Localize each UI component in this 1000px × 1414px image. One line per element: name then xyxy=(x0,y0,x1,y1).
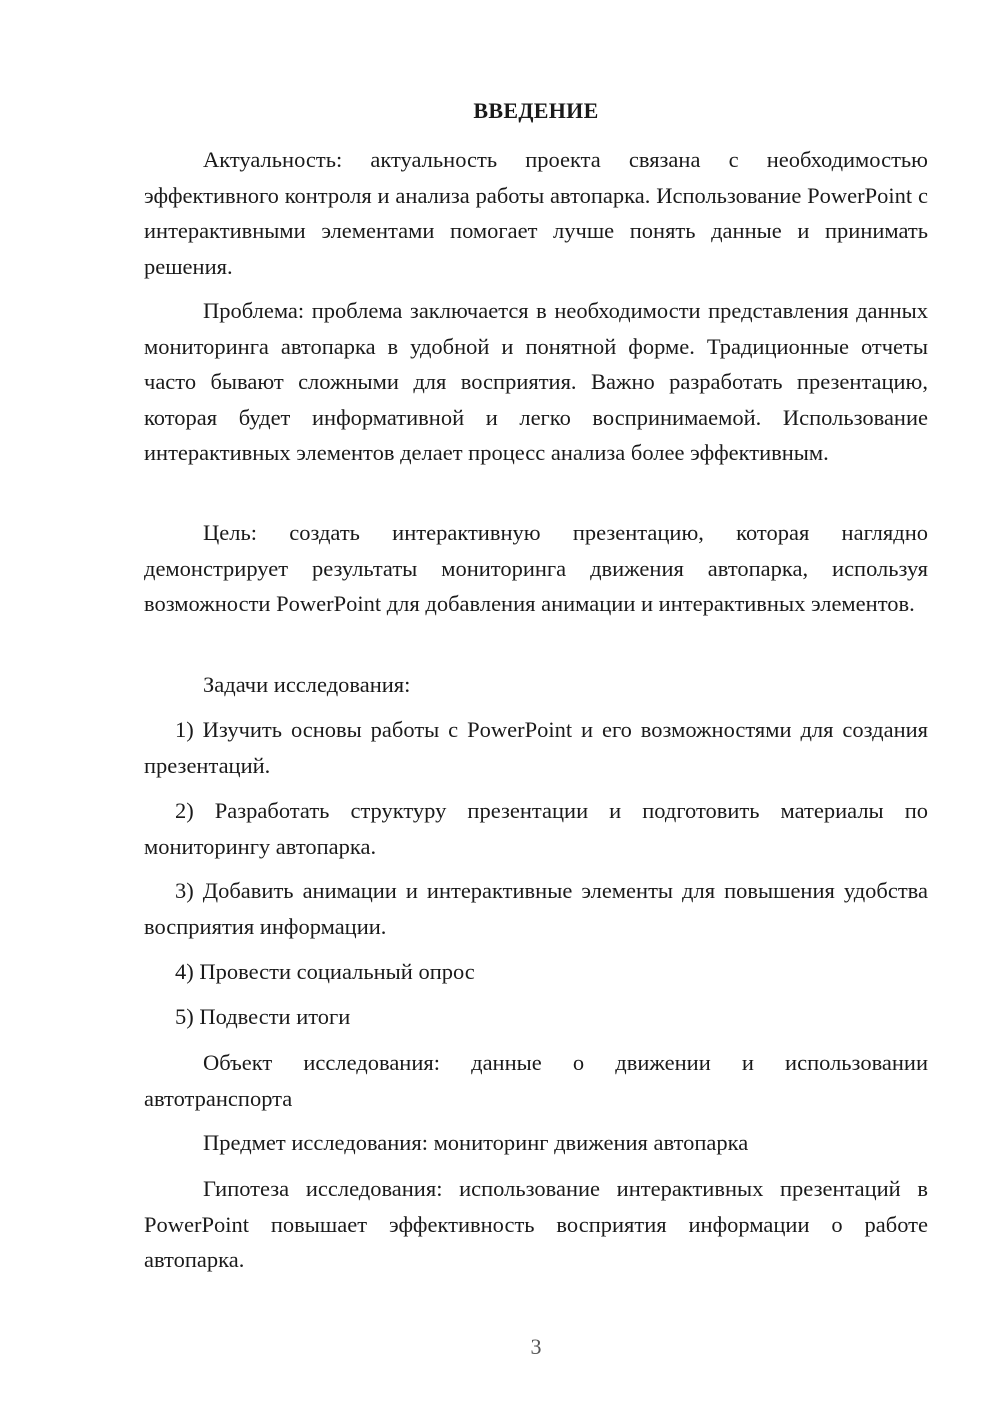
paragraph-problem: Проблема: проблема заключается в необходимости представления данных мониторинга автопарка в удобной и понятной форме. Традиционные отчеты часто бывают сложными для восприятия. Важно разработать презентацию, которая будет информативной и легко воспринимаемой. Использование интерактивных элементов делает процесс анализа более эффективным. xyxy=(144,298,928,465)
list-item-task-4: 4) Провести социальный опрос xyxy=(175,959,475,984)
paragraph-object: Объект исследования: данные о движении и использовании автотранспорта xyxy=(144,1050,928,1111)
list-item-task-5: 5) Подвести итоги xyxy=(175,1004,351,1029)
list-item-task-2: 2) Разработать структуру презентации и подготовить материалы по мониторингу автопарка. xyxy=(144,798,928,859)
paragraph-relevance: Актуальность: актуальность проекта связана с необходимостью эффективного контроля и анализа работы автопарка. Использование PowerPoint с интерактивными элементами помогает лучше понять данные и принимать решения. xyxy=(144,147,928,279)
page-title: ВВЕДЕНИЕ xyxy=(473,98,599,123)
page-number: 3 xyxy=(530,1334,542,1359)
paragraph-subject: Предмет исследования: мониторинг движения автопарка xyxy=(203,1130,749,1155)
list-item-task-3: 3) Добавить анимации и интерактивные элементы для повышения удобства восприятия информации. xyxy=(144,878,928,939)
tasks-title: Задачи исследования: xyxy=(203,672,411,697)
paragraph-goal: Цель: создать интерактивную презентацию, которая наглядно демонстрирует результаты мониторинга движения автопарка, используя возможности PowerPoint для добавления анимации и интерактивных элементов. xyxy=(144,520,928,616)
paragraph-hypothesis: Гипотеза исследования: использование интерактивных презентаций в PowerPoint повышает эффективность восприятия информации о работе автопарка. xyxy=(144,1176,928,1272)
list-item-task-1: 1) Изучить основы работы с PowerPoint и его возможностями для создания презентаций. xyxy=(144,717,928,778)
